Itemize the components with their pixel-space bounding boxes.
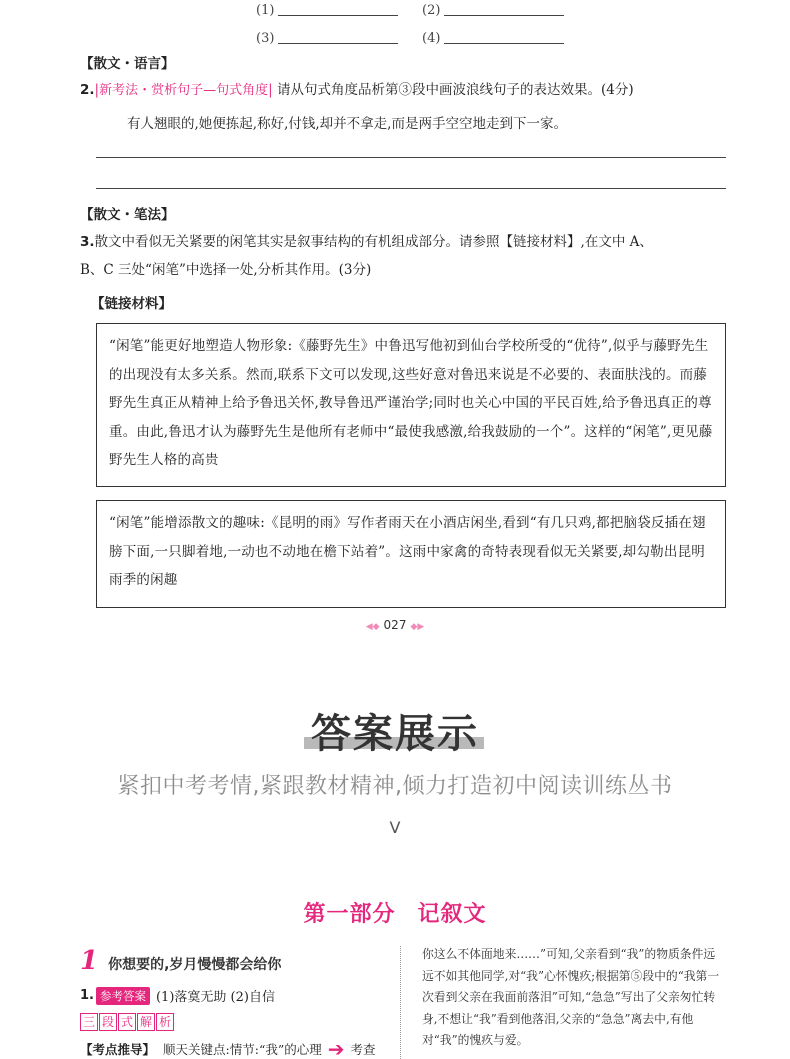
lesson-heading	[80, 946, 390, 976]
kaodian-text: 顺天关键点:情节:“我”的心理	[163, 1042, 322, 1057]
question-2-quote: 有人翘眼的,她便拣起,称好,付钱,却并不拿走,而是两手空空地走到下一家。	[127, 116, 567, 132]
blank-3[interactable]: (3)	[256, 31, 422, 46]
question-3	[80, 228, 720, 284]
reference-answer-badge: 参考答案	[96, 987, 150, 1005]
column-divider	[400, 946, 401, 1059]
page-deco-right-icon: ◆▶	[410, 622, 425, 632]
lesson-title: 你想要的,岁月慢慢都会给你	[108, 957, 282, 973]
blank-row	[256, 0, 588, 24]
arrow-right-icon: ➔	[327, 1037, 345, 1059]
blank-row	[256, 24, 588, 52]
question-2-text: 请从句式角度品析第③段中画波浪线句子的表达效果。(4分)	[276, 82, 634, 98]
question-2-tag: 新考法・赏析句子—句式角度	[99, 83, 269, 98]
section-language-heading: 【散文・语言】	[80, 56, 175, 72]
blank-2[interactable]: (2)	[422, 3, 588, 18]
kaodian-label: 【考点推导】	[80, 1042, 156, 1057]
answer-right-column: 你这么不体面地来……”可知,父亲看到“我”的物质条件远远不如其他同学,对“我”心怀愧疚;根据第⑤段中的“我第一次看到父亲在我面前落泪”可知,“急急”写出了父亲匆忙转身,不想让“我”看到他落泪,父亲的“急急”离去中,有他对“我”的愧疚与爱。	[422, 947, 720, 1047]
question-3-line2: B、C 三处“闲笔”中选择一处,分析其作用。(3分)	[80, 262, 372, 278]
part-label: 第一部分	[303, 902, 396, 927]
chevron-down-icon: V	[389, 818, 401, 837]
page-deco-left-icon: ◀◆	[365, 622, 380, 632]
banner-subtitle: 紧扣中考考情,紧跟教材精神,倾力打造初中阅读训练丛书	[117, 774, 673, 799]
link-material-heading: 【链接材料】	[91, 296, 172, 312]
material-2-text: “闲笔”能增添散文的趣味:《昆明的雨》写作者雨天在小酒店闲坐,看到“有几只鸡,都把脑袋反插在翅膀下面,一只脚着地,一动也不动地在檐下站着”。这雨中家禽的奇特表现看似无关紧要,却勾勒出昆明雨季的闲趣	[109, 515, 706, 588]
answer-line[interactable]	[96, 188, 726, 189]
blank-4[interactable]: (4)	[422, 31, 588, 46]
page-number: ◀◆ 027 ◆▶	[365, 618, 425, 632]
part-name: 记叙文	[417, 902, 487, 927]
question-3-line1: 散文中看似无关紧要的闲笔其实是叙事结构的有机组成部分。请参照【链接材料】,在文中 A、	[94, 234, 653, 250]
answer-line[interactable]	[96, 157, 726, 158]
three-part-analysis-label: 三 段 式 解 析	[80, 1013, 390, 1031]
answer-left-column	[80, 946, 390, 1058]
answer-text: (1)落寞无助 (2)自信	[155, 990, 275, 1005]
answer-row	[80, 986, 390, 1005]
section-technique-heading: 【散文・笔法】	[80, 207, 175, 223]
answer-number: 1.	[80, 988, 94, 1003]
blank-1[interactable]: (1)	[256, 3, 422, 18]
answer-blanks	[256, 0, 588, 52]
material-box-2	[96, 500, 726, 608]
lesson-number: 1	[80, 946, 99, 976]
question-2-number: 2.	[80, 82, 95, 98]
kaodian-row	[80, 1037, 390, 1059]
question-2: 2.|新考法・赏析句子—句式角度| 请从句式角度品析第③段中画波浪线句子的表达效果。(4分)	[80, 82, 634, 98]
part-title	[0, 897, 790, 928]
question-3-number: 3.	[80, 234, 95, 250]
kaodian-after: 考查	[350, 1042, 376, 1057]
banner-title: 答案展示	[311, 711, 479, 757]
material-box-1	[96, 323, 726, 487]
material-1-text: “闲笔”能更好地塑造人物形象:《藤野先生》中鲁迅写他初到仙台学校所受的“优待”,似乎与藤野先生的出现没有太多关系。然而,联系下文可以发现,这些好意对鲁迅来说是不必要的、表面肤浅的。而藤野先生真正从精神上给予鲁迅关怀,教导鲁迅严谨治学;同时也关心中国的平民百姓,给予鲁迅真正的尊重。由此,鲁迅才认为藤野先生是他所有老师中“最使我感激,给我鼓励的一个”。这样的“闲笔”,更见藤野先生人格的高贵	[109, 338, 713, 468]
